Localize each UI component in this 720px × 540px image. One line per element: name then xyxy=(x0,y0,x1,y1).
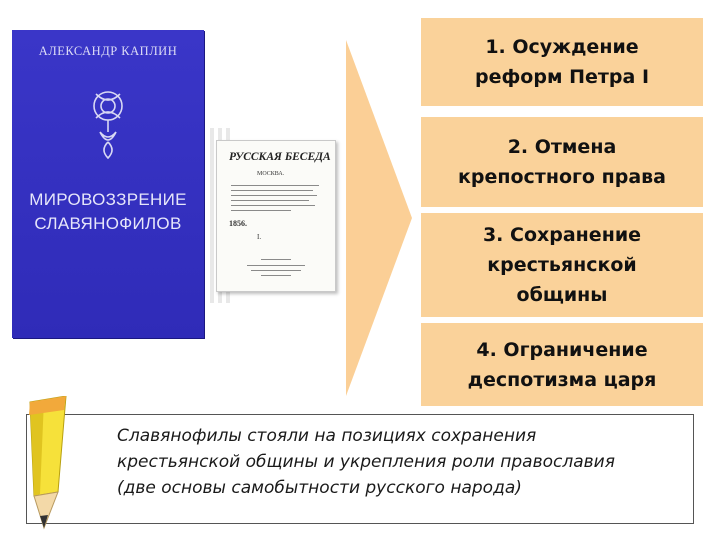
ornament-emblem-icon xyxy=(86,84,130,162)
point-box-3: 3. Сохранение крестьянской общины xyxy=(421,213,703,317)
magazine-year: 1856. xyxy=(229,219,247,228)
magazine-city: МОСКВА. xyxy=(257,171,285,177)
point-box-1: 1. Осуждение реформ Петра I xyxy=(421,18,703,106)
book-cover-image xyxy=(12,30,204,338)
pencil-icon xyxy=(14,396,72,532)
magazine-title: РУССКАЯ БЕСЕДА xyxy=(229,151,331,163)
point-box-2: 2. Отмена крепостного права xyxy=(421,117,703,207)
book-author: АЛЕКСАНДР КАПЛИН xyxy=(38,44,178,58)
point-box-4: 4. Ограничение деспотизма царя xyxy=(421,323,703,406)
book-title: МИРОВОЗЗРЕНИЕ СЛАВЯНОФИЛОВ xyxy=(29,190,187,233)
magazine-volume: I. xyxy=(257,233,262,241)
right-arrow-icon xyxy=(346,40,412,396)
conclusion-box xyxy=(26,414,694,524)
conclusion-text: Славянофилы стояли на позициях сохранения крестьянской общины и укрепления роли православия (две основы самобытности русского народа) xyxy=(117,426,615,498)
magazine-cover-image xyxy=(216,140,336,292)
